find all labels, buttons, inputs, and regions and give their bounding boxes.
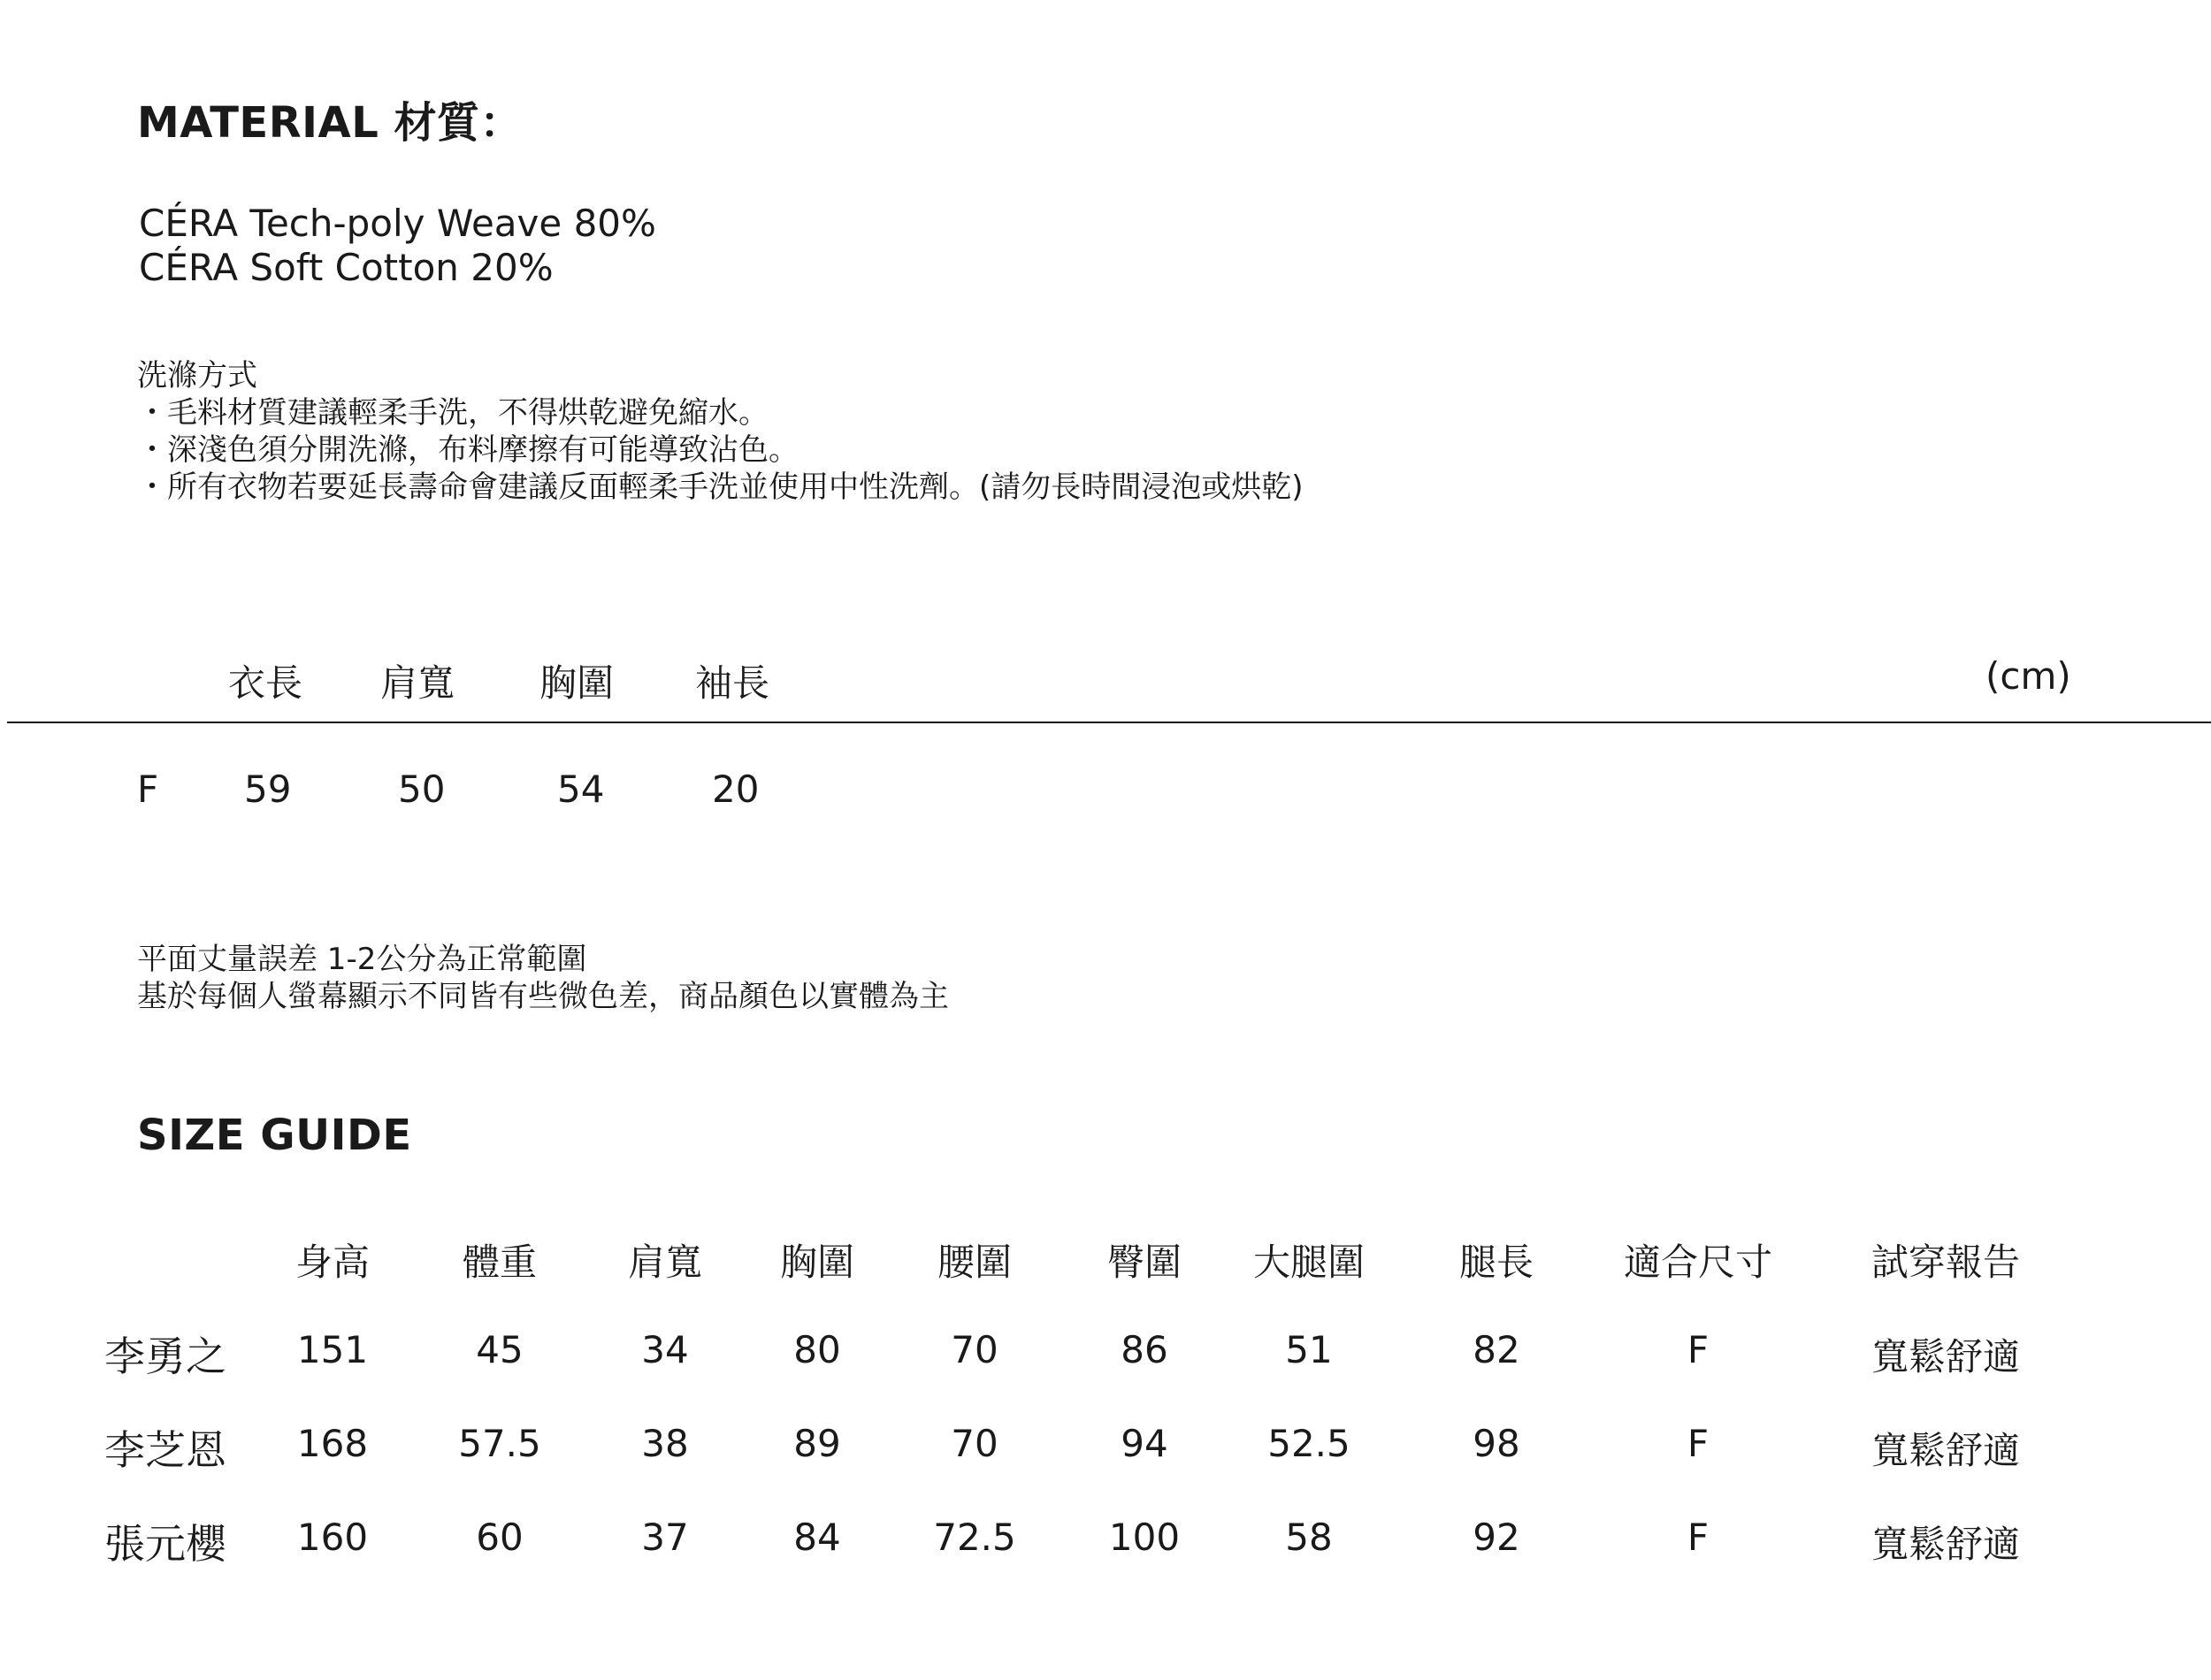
size-guide-cell-leg-length: 92 (1473, 1516, 1520, 1559)
measure-header-length: 衣長 (228, 661, 303, 705)
size-guide-cell-waist: 70 (951, 1422, 998, 1465)
guide-header-weight: 體重 (462, 1241, 538, 1284)
size-guide-cell-shoulder: 37 (641, 1516, 689, 1559)
size-guide-cell-chest: 89 (793, 1422, 841, 1465)
size-guide-cell-waist: 72.5 (933, 1516, 1016, 1559)
size-guide-cell-shoulder: 38 (641, 1422, 689, 1465)
size-guide-cell-weight: 57.5 (458, 1422, 541, 1465)
size-guide-model-name: 張元櫻 (104, 1520, 226, 1568)
care-title: 洗滌方式 (137, 358, 257, 393)
measure-header-chest: 胸圍 (539, 661, 615, 705)
measure-value-length: 59 (244, 767, 292, 811)
care-item: ・毛料材質建議輕柔手洗，不得烘乾避免縮水。 (137, 395, 769, 431)
size-guide-cell-hip: 86 (1121, 1328, 1168, 1371)
material-composition (139, 202, 656, 290)
note-line: 基於每個人螢幕顯示不同皆有些微色差，商品顏色以實體為主 (137, 979, 949, 1014)
size-guide-cell-height: 168 (296, 1422, 369, 1465)
guide-header-fit-size: 適合尺寸 (1623, 1241, 1773, 1284)
size-guide-cell-leg-length: 82 (1473, 1328, 1520, 1371)
care-instructions (137, 357, 1304, 506)
size-guide-cell-fit-size: F (1687, 1422, 1710, 1465)
measure-value-chest: 54 (557, 767, 605, 811)
size-guide-cell-fit-report: 寬鬆舒適 (1871, 1523, 2021, 1566)
note-line: 平面丈量誤差 1-2公分為正常範圍 (137, 942, 587, 977)
size-guide-cell-weight: 60 (476, 1516, 524, 1559)
size-guide-cell-shoulder: 34 (641, 1328, 689, 1371)
size-guide-title: SIZE GUIDE (137, 1111, 412, 1160)
size-guide-cell-hip: 100 (1108, 1516, 1181, 1559)
size-guide-cell-weight: 45 (476, 1328, 524, 1371)
size-guide-cell-waist: 70 (951, 1328, 998, 1371)
size-guide-cell-fit-size: F (1687, 1516, 1710, 1559)
measurement-notes (137, 941, 949, 1015)
material-title: MATERIAL 材質： (137, 98, 523, 148)
care-item: ・深淺色須分開洗滌，布料摩擦有可能導致沾色。 (137, 432, 799, 468)
measure-unit: (cm) (1985, 654, 2071, 698)
guide-header-leg-length: 腿長 (1458, 1241, 1534, 1284)
guide-header-height: 身高 (295, 1241, 371, 1284)
table-divider (7, 722, 2211, 723)
composition-line: CÉRA Soft Cotton 20% (139, 246, 554, 289)
measure-header-sleeve: 袖長 (695, 661, 770, 705)
size-guide-model-name: 李芝恩 (104, 1426, 226, 1474)
size-guide-cell-fit-report: 寬鬆舒適 (1871, 1335, 2021, 1378)
guide-header-shoulder: 肩寬 (627, 1241, 703, 1284)
guide-header-hip: 臀圍 (1106, 1241, 1182, 1284)
guide-header-chest: 胸圍 (779, 1241, 855, 1284)
size-guide-model-name: 李勇之 (104, 1333, 226, 1380)
size-guide-cell-height: 151 (296, 1328, 369, 1371)
size-guide-cell-thigh: 51 (1285, 1328, 1333, 1371)
size-guide-cell-leg-length: 98 (1473, 1422, 1520, 1465)
measure-value-sleeve: 20 (712, 767, 760, 811)
size-guide-cell-chest: 80 (793, 1328, 841, 1371)
size-guide-cell-thigh: 58 (1285, 1516, 1333, 1559)
composition-line: CÉRA Tech-poly Weave 80% (139, 202, 656, 245)
care-item: ・所有衣物若要延長壽命會建議反面輕柔手洗並使用中性洗劑。(請勿長時間浸泡或烘乾) (137, 470, 1304, 505)
size-guide-cell-thigh: 52.5 (1267, 1422, 1350, 1465)
guide-header-thigh: 大腿圍 (1252, 1241, 1366, 1284)
size-guide-cell-hip: 94 (1121, 1422, 1168, 1465)
guide-header-waist: 腰圍 (937, 1241, 1013, 1284)
measure-size-label: F (137, 767, 159, 811)
measure-value-shoulder: 50 (398, 767, 446, 811)
size-guide-cell-fit-report: 寬鬆舒適 (1871, 1429, 2021, 1472)
measure-header-shoulder: 肩寬 (380, 661, 455, 705)
size-guide-cell-height: 160 (296, 1516, 369, 1559)
size-guide-cell-chest: 84 (793, 1516, 841, 1559)
size-guide-cell-fit-size: F (1687, 1328, 1710, 1371)
guide-header-fit-report: 試穿報告 (1871, 1241, 2021, 1284)
